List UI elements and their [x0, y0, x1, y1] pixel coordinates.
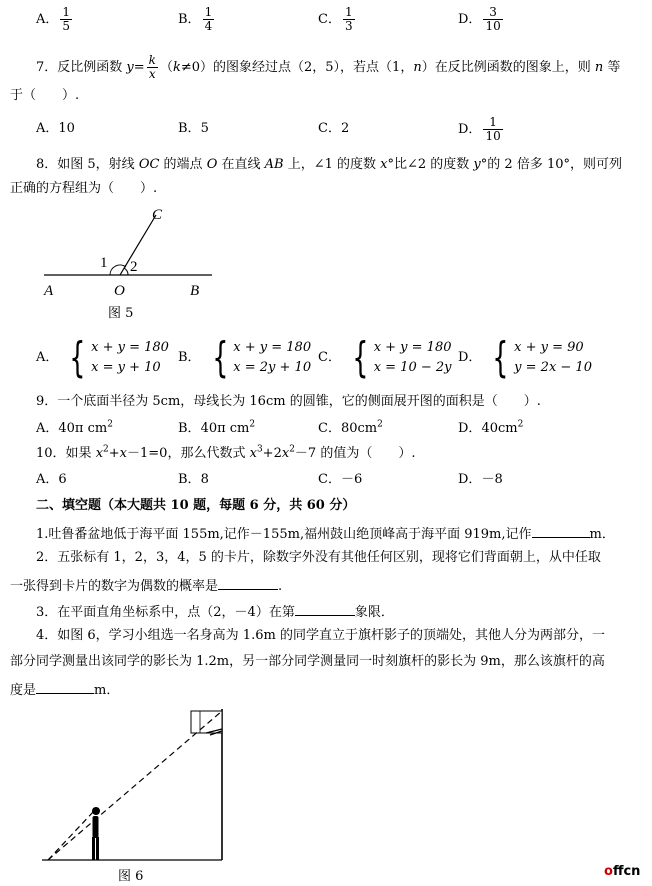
label-1: 1: [100, 255, 108, 271]
label-b: B: [190, 283, 200, 299]
figure-5-caption: 图 5: [108, 306, 134, 321]
fill-2-line-1: 2．五张标有 1，2，3，4，5 的卡片，除数字外没有其他任何区别，现将它们背面朝上，从中任取: [36, 550, 601, 565]
fill-4-line-3: 度是 m．: [10, 679, 119, 700]
q9-option-d: D．$40cm^2$: [458, 419, 524, 436]
label-o: O: [114, 283, 125, 299]
brace: {: [69, 333, 86, 382]
fraction: $\frac{1}{10}$: [485, 115, 501, 143]
q8-option-d: D． { x + y = 90 y = 2x − 10: [458, 333, 592, 382]
fill-1: 1.吐鲁番盆地低于海平面 155m,记作－155m,福州鼓山绝顶峰高于海平面 919m,记作 m．: [36, 523, 615, 544]
sun-ray-long: [48, 711, 222, 860]
q9-stem: 9．一个底面半径为 5cm，母线长为 16cm 的圆锥，它的侧面展开图的面积是（ ）.: [36, 394, 541, 409]
answer-blank: [532, 523, 590, 538]
q10-option-d: D．－8: [458, 472, 503, 487]
offcn-logo: offcn: [604, 864, 641, 879]
label-a: A: [44, 283, 54, 299]
q9-option-c: C．$80cm^2$: [318, 419, 383, 436]
q6-option-c: C． $\frac{1}{3}$: [318, 5, 353, 33]
q10-option-a: A．6: [36, 472, 67, 487]
answer-blank: [295, 601, 355, 616]
sun-ray-short: [48, 811, 94, 860]
q8-option-a: A． { x + y = 180 x = y + 10: [36, 333, 169, 382]
q7-option-c: C．2: [318, 121, 350, 136]
q6-option-d: D． $\frac{3}{10}$: [458, 5, 501, 33]
q10-option-b: B．8: [178, 472, 209, 487]
fraction: $\frac{k}{x}$: [148, 53, 156, 81]
q7-option-d: D． $\frac{1}{10}$: [458, 115, 501, 143]
answer-blank: [218, 575, 278, 590]
angle-2-arc: [124, 268, 128, 275]
fraction: $\frac{3}{10}$: [485, 5, 501, 33]
answer-blank: [36, 679, 94, 694]
fill-4-line-1: 4．如图 6，学习小组选一名身高为 1.6m 的同学直立于旗杆影子的顶端处，其他人分为两部分，一: [36, 628, 605, 643]
q7-option-b: B．5: [178, 121, 209, 136]
fill-4-line-2: 部分同学测量出该同学的影长为 1.2m，另一部分同学测量同一时刻旗杆的影长为 9m，那么该旗杆的高: [10, 654, 605, 669]
fill-2-line-2: 一张得到卡片的数字为偶数的概率是 .: [10, 575, 282, 596]
label-2: 2: [130, 259, 138, 275]
q10-stem: 10．如果 $x^2+x-1=0$，那么代数式 $x^3+2x^2-7$ 的值为（ ）.: [36, 444, 416, 461]
q6-option-b: B． $\frac{1}{4}$: [178, 5, 213, 33]
figure-6-caption: 图 6: [118, 869, 144, 884]
q8-option-c: C． { x + y = 180 x = 10 − 2y: [318, 333, 452, 382]
q8-option-b: B． { x + y = 180 x = 2y + 10: [178, 333, 312, 382]
fill-3: 3．在平面直角坐标系中，点（2，－4）在第 象限．: [36, 601, 394, 622]
q8-stem: 8．如图 5，射线 OC 的端点 O 在直线 AB 上，∠1 的度数 x°比∠2 的度数 y°的 2 倍多 10°，则可列: [36, 157, 622, 172]
fraction: $\frac{1}{5}$: [62, 5, 71, 33]
q7-option-a: A．10: [36, 121, 75, 136]
fraction: $\frac{1}{4}$: [204, 5, 213, 33]
q6-option-a: A． $\frac{1}{5}$: [36, 5, 71, 33]
label-c: C: [152, 207, 163, 223]
q8-stem-cont: 正确的方程组为（ ）.: [10, 181, 158, 196]
q10-option-c: C．－6: [318, 472, 363, 487]
q7-stem: 7．反比例函数 y= $\frac{k}{x}$ （k≠0）的图象经过点（2，5），若点（1，n）在反比例函数的图象上，则 n 等: [36, 53, 621, 81]
q7-stem-cont: 于（ ）.: [10, 88, 80, 103]
brace: {: [352, 333, 369, 382]
q9-option-b: B．40π $cm^2$: [178, 419, 256, 436]
q9-option-a: A．40π $cm^2$: [36, 419, 113, 436]
student-figure: [92, 807, 100, 860]
figure-6: [36, 703, 236, 863]
section-heading: 二、填空题（本大题共 10 题，每题 6 分，共 60 分）: [36, 498, 356, 513]
brace: {: [492, 333, 509, 382]
figure-5: [36, 205, 226, 305]
brace: {: [211, 333, 228, 382]
fraction: $\frac{1}{3}$: [344, 5, 353, 33]
